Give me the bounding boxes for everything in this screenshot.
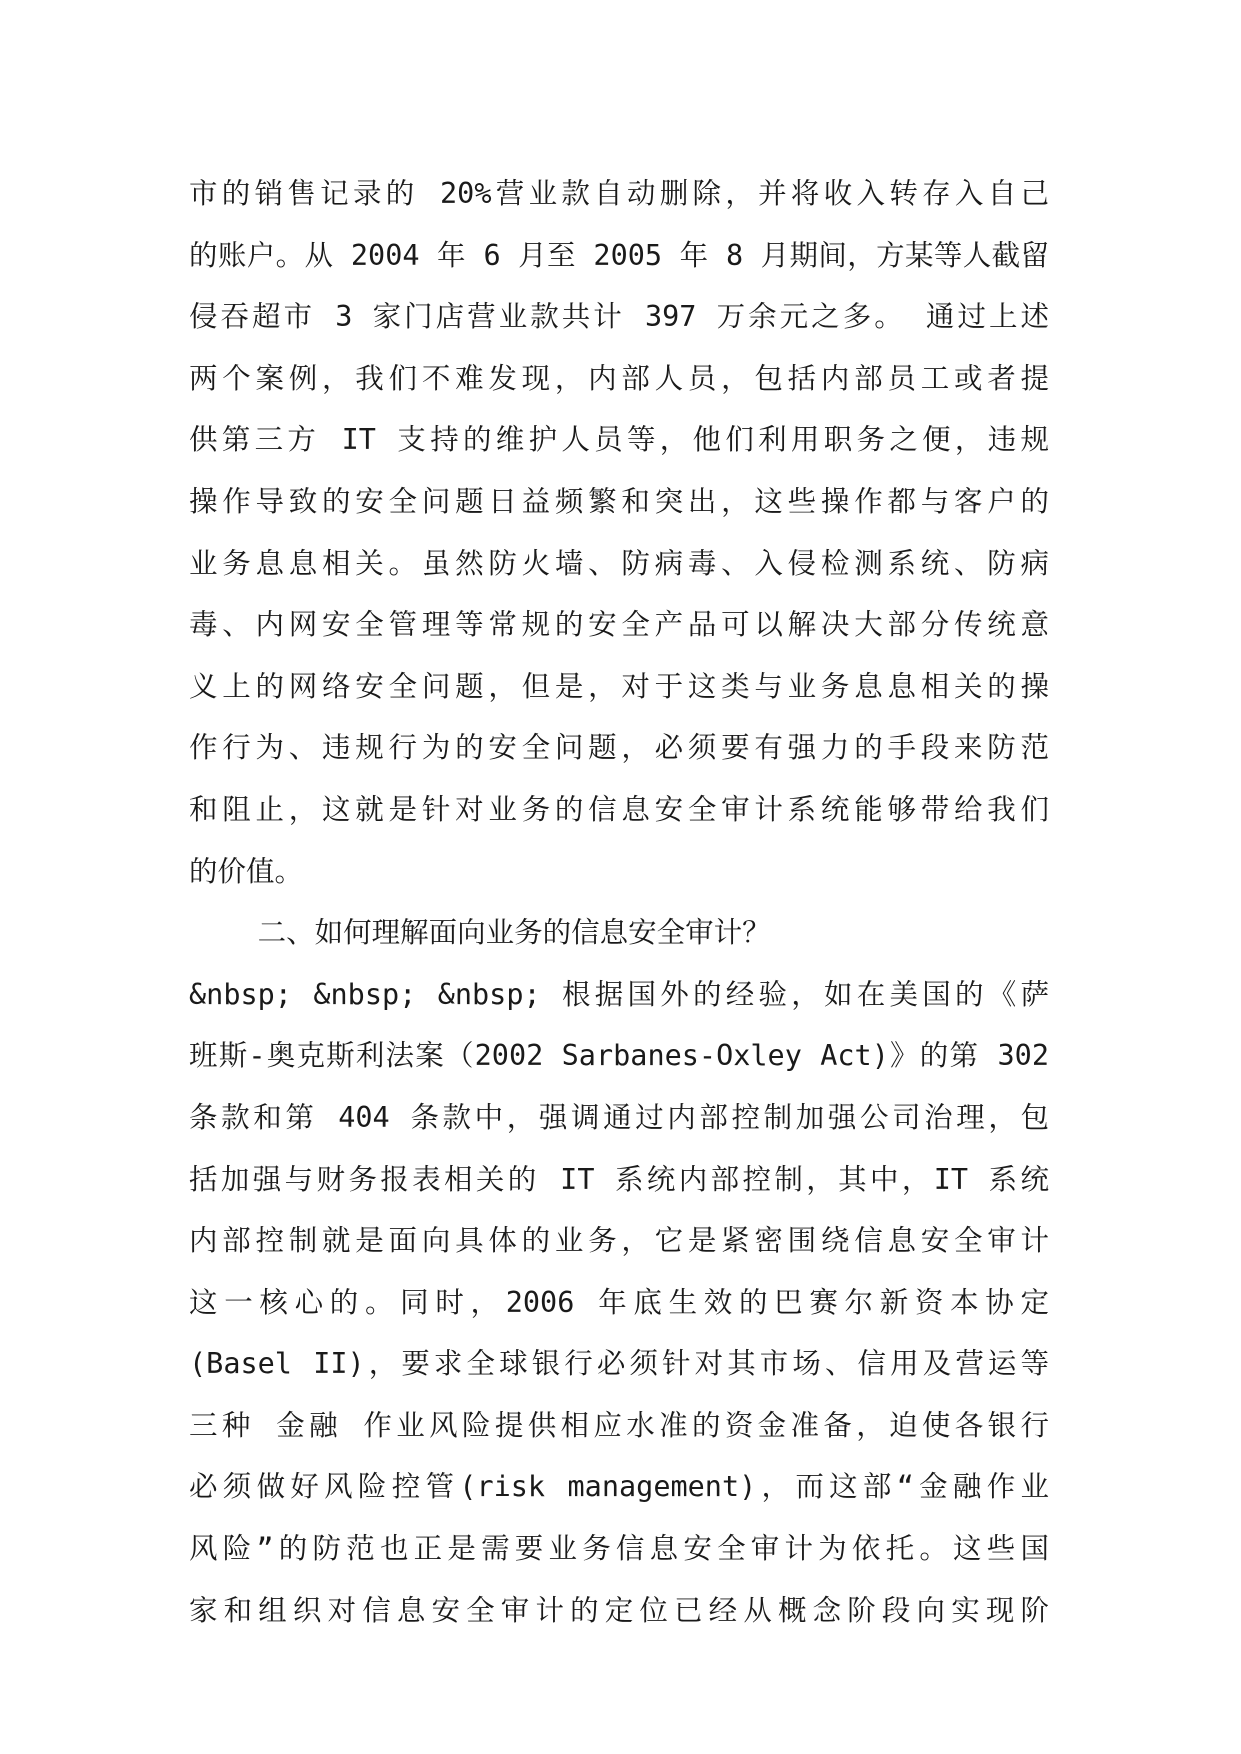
- text-line: &nbsp; &nbsp; &nbsp; 根据国外的经验，如在美国的《萨: [189, 977, 1049, 1011]
- body-text: [189, 163, 1049, 1641]
- text-line: 侵吞超市 3 家门店营业款共计 397 万余元之多。 通过上述: [189, 300, 1049, 334]
- text-line: 风险”的防范也正是需要业务信息安全审计为依托。这些国: [189, 1532, 1049, 1566]
- text-line: 业务息息相关。虽然防火墙、防病毒、入侵检测系统、防病: [189, 546, 1049, 580]
- text-line: 内部控制就是面向具体的业务，它是紧密围绕信息安全审计: [189, 1224, 1049, 1258]
- text-line: 作行为、违规行为的安全问题，必须要有强力的手段来防范: [189, 731, 1049, 765]
- text-line: 的价值。: [189, 854, 304, 888]
- text-line: 括加强与财务报表相关的 IT 系统内部控制，其中，IT 系统: [189, 1162, 1049, 1196]
- text-line: 条款和第 404 条款中，强调通过内部控制加强公司治理，包: [189, 1100, 1049, 1134]
- text-line: 这一核心的。同时，2006 年底生效的巴赛尔新资本协定: [189, 1285, 1049, 1319]
- text-line: 供第三方 IT 支持的维护人员等，他们利用职务之便，违规: [189, 423, 1049, 457]
- text-line: 义上的网络安全问题，但是，对于这类与业务息息相关的操: [189, 669, 1049, 703]
- text-line: 班斯-奥克斯利法案（2002 Sarbanes-Oxley Act)》的第 302: [189, 1039, 1049, 1073]
- text-line: 操作导致的安全问题日益频繁和突出，这些操作都与客户的: [189, 484, 1049, 518]
- text-line: 三种 金融 作业风险提供相应水准的资金准备，迫使各银行: [189, 1408, 1049, 1442]
- text-line: 家和组织对信息安全审计的定位已经从概念阶段向实现阶: [189, 1593, 1049, 1627]
- text-line: 的账户。从 2004 年 6 月至 2005 年 8 月期间，方某等人截留: [189, 238, 1049, 272]
- text-line: 市的销售记录的 20%营业款自动删除，并将收入转存入自己: [189, 177, 1049, 210]
- text-line: 必须做好风险控管(risk management)，而这部“金融作业: [189, 1470, 1049, 1504]
- text-line: (Basel II)，要求全球银行必须针对其市场、信用及营运等: [189, 1347, 1049, 1381]
- section-heading: 二、如何理解面向业务的信息安全审计？: [189, 916, 771, 950]
- text-line: 和阻止，这就是针对业务的信息安全审计系统能够带给我们: [189, 792, 1049, 826]
- text-line: 两个案例，我们不难发现，内部人员，包括内部员工或者提: [189, 361, 1049, 395]
- text-line: 毒、内网安全管理等常规的安全产品可以解决大部分传统意: [189, 608, 1049, 642]
